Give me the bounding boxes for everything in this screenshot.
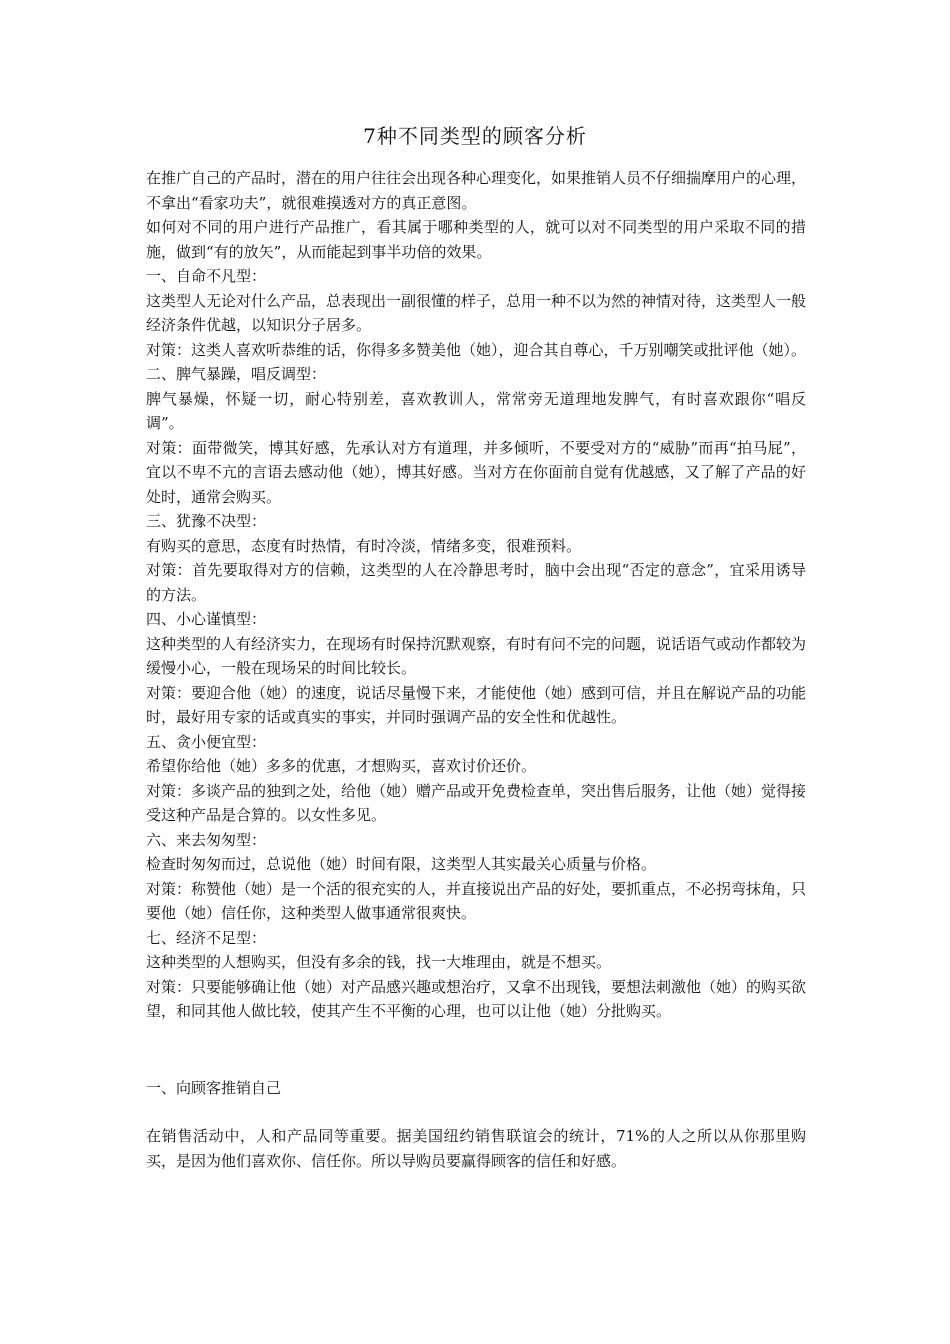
type-6-heading: 六、来去匆匆型： — [146, 830, 267, 849]
section-2-paragraph: 在销售活动中，人和产品同等重要。据美国纽约销售联谊会的统计，71%的人之所以从你那里购买，是因为他们喜欢你、信任你。所以导购员要赢得顾客的信任和好感。 — [146, 1127, 806, 1170]
type-3-strategy: 对策：首先要取得对方的信赖，这类型的人在冷静思考时，脑中会出现“否定的意念”，宜采用诱导的方法。 — [146, 561, 806, 604]
type-2-strategy: 对策：面带微笑，博其好感，先承认对方有道理，并多倾听，不要受对方的“威胁”而再“拍马屁”，宜以不卑不亢的言语去感动他（她），博其好感。当对方在你面前自觉有优越感，又了解了产品的好处时，通常会购买。 — [146, 438, 806, 506]
section-spacer — [146, 1024, 806, 1076]
type-7-description: 这种类型的人想购买，但没有多余的钱，找一大堆理由，就是不想买。 — [146, 953, 612, 971]
type-5-strategy: 对策：多谈产品的独到之处，给他（她）赠产品或开免费检查单，突出售后服务，让他（她）觉得接受这种产品是合算的。以女性多见。 — [146, 781, 807, 824]
section-2-spacer — [146, 1100, 806, 1124]
type-4-strategy: 对策：要迎合他（她）的速度，说话尽量慢下来，才能使他（她）感到可信，并且在解说产品的功能时，最好用专家的话或真实的事实，并同时强调产品的安全性和优越性。 — [146, 683, 807, 726]
type-4-description: 这种类型的人有经济实力，在现场有时保持沉默观察，有时有问不完的问题，说话语气或动作都较为缓慢小心，一般在现场呆的时间比较长。 — [146, 634, 807, 677]
type-5-heading: 五、贪小便宜型： — [146, 732, 267, 751]
type-1-description: 这类型人无论对什么产品，总表现出一副很懂的样子，总用一种不以为然的神情对待，这类型人一般经济条件优越，以知识分子居多。 — [146, 291, 807, 334]
type-6-strategy: 对策：称赞他（她）是一个活的很充实的人，并直接说出产品的好处，要抓重点，不必拐弯抹角，只要他（她）信任你，这种类型人做事通常很爽快。 — [146, 879, 807, 922]
document-title: 7种不同类型的顾客分析 — [363, 124, 587, 148]
type-2-heading: 二、脾气暴躁，唱反调型： — [146, 365, 327, 383]
intro-paragraph-2: 如何对不同的用户进行产品推广，看其属于哪种类型的人，就可以对不同类型的用户采取不同的措施，做到“有的放矢”，从而能起到事半功倍的效果。 — [146, 218, 806, 261]
type-6-description: 检查时匆匆而过，总说他（她）时间有限，这类型人其实最关心质量与价格。 — [146, 855, 657, 873]
type-3-heading: 三、犹豫不决型： — [146, 512, 267, 530]
type-5-description: 希望你给他（她）多多的优惠，才想购买，喜欢讨价还价。 — [146, 757, 537, 775]
type-2-description: 脾气暴燥，怀疑一切，耐心特别差，喜欢教训人，常常旁无道理地发脾气，有时喜欢跟你“唱反调”。 — [146, 389, 806, 432]
type-7-strategy: 对策：只要能够确让他（她）对产品感兴趣或想治疗，又拿不出现钱，要想法刺激他（她）的购买欲望，和同其他人做比较，使其产生不平衡的心理，也可以让他（她）分批购买。 — [146, 977, 807, 1020]
intro-paragraph-1: 在推广自己的产品时，潜在的用户往往会出现各种心理变化，如果推销人员不仔细揣摩用户的心理，不拿出“看家功夫”，就很难摸透对方的真正意图。 — [146, 169, 807, 212]
type-1-heading: 一、自命不凡型： — [146, 267, 267, 285]
type-4-heading: 四、小心谨慎型： — [146, 610, 267, 628]
type-7-heading: 七、经济不足型： — [146, 928, 267, 947]
section-2-heading: 一、向顾客推销自己 — [146, 1078, 282, 1097]
type-3-description: 有购买的意思，态度有时热情，有时冷淡，情绪多变，很难预料。 — [146, 536, 582, 555]
type-1-strategy: 对策：这类人喜欢听恭维的话，你得多多赞美他（她），迎合其自尊心，千万别嘲笑或批评他（她）。 — [146, 340, 807, 359]
document-body — [146, 166, 806, 1173]
